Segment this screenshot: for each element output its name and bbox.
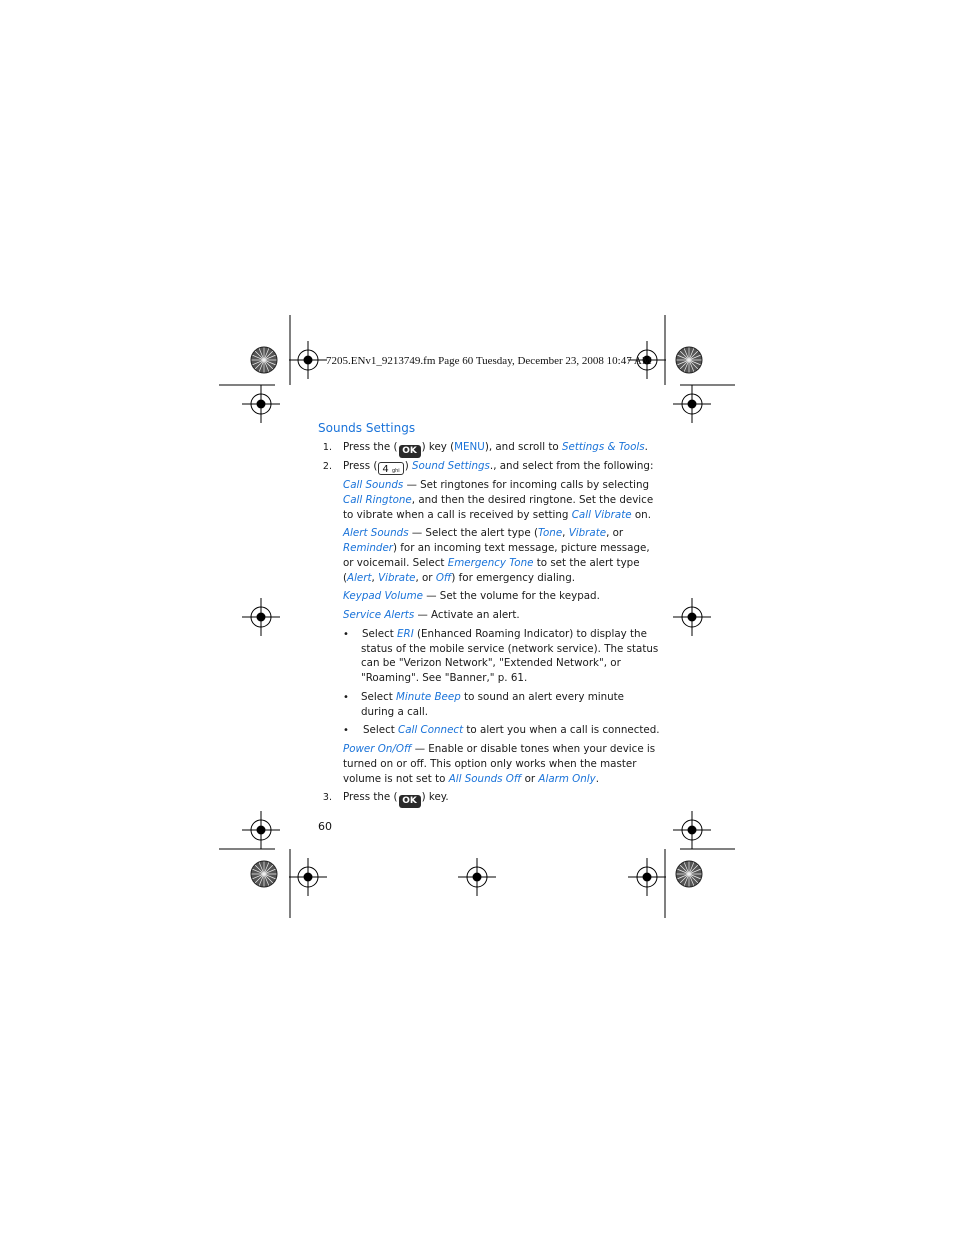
alert-sounds-line-3: or voicemail. Select Emergency Tone to set the alert type — [343, 557, 640, 569]
registration-mark-icon — [673, 811, 711, 849]
registration-mark-icon — [242, 598, 280, 636]
sound-settings-option: Sound Settings — [411, 460, 490, 472]
step-number: 1. — [322, 442, 332, 453]
call-connect-option: Call Connect — [398, 724, 464, 736]
service-alerts-option: Service Alerts — [343, 609, 415, 621]
eri-line-1: Select ERI (Enhanced Roaming Indicator) to display the — [362, 628, 647, 640]
step-number: 3. — [322, 792, 332, 803]
section-title: Sounds Settings — [318, 421, 416, 435]
registration-mark-icon — [242, 385, 280, 423]
settings-tools-option: Settings & Tools — [561, 441, 645, 453]
minute-beep-option: Minute Beep — [396, 691, 461, 703]
step-1: Press the ( OK ) key (MENU), and scroll to Settings & Tools. — [343, 441, 648, 456]
call-sounds-option: Call Sounds — [343, 479, 404, 491]
eri-line-2: status of the mobile service (network service). The status — [361, 643, 659, 655]
power-onoff-line-2: turned on or off. This option only works when the master — [343, 758, 637, 770]
registration-mark-icon — [289, 858, 327, 896]
keypad-volume-option: Keypad Volume — [343, 590, 423, 602]
call-connect-line: Select Call Connect to alert you when a call is connected. — [363, 724, 660, 736]
call-sounds-line-2: Call Ringtone, and then the desired ringtone. Set the device — [343, 494, 654, 506]
ok-key-icon: OK — [399, 445, 421, 458]
step-2: Press ( 4 ghi ) Sound Settings., and select from the following: — [343, 460, 654, 475]
key-4-icon: 4 ghi — [378, 462, 403, 475]
alert-sounds-line-4: (Alert, Vibrate, or Off) for emergency dialing. — [343, 572, 576, 584]
step-number: 2. — [322, 461, 332, 472]
keypad-volume-line: Keypad Volume — Set the volume for the keypad. — [343, 590, 600, 602]
service-alerts-line: Service Alerts — Activate an alert. — [343, 609, 520, 621]
registration-mark-icon — [458, 858, 496, 896]
call-sounds-line-3: to vibrate when a call is received by setting Call Vibrate on. — [343, 509, 651, 521]
star-target-icon — [676, 861, 702, 887]
registration-mark-icon — [289, 341, 327, 379]
page-number: 60 — [318, 820, 332, 833]
alert-sounds-line-2: Reminder) for an incoming text message, picture message, — [343, 542, 650, 554]
power-onoff-option: Power On/Off — [343, 743, 412, 755]
eri-line-4: "Roaming". See "Banner," p. 61. — [361, 672, 528, 684]
star-target-icon — [251, 861, 277, 887]
minute-beep-line-2: during a call. — [361, 706, 429, 718]
star-target-icon — [251, 347, 277, 373]
alert-sounds-line-1: Alert Sounds — Select the alert type (Tone, Vibrate, or — [343, 527, 624, 539]
bullet-icon: • — [343, 629, 349, 640]
registration-mark-icon — [242, 811, 280, 849]
star-target-icon — [676, 347, 702, 373]
ok-key-icon: OK — [399, 795, 421, 808]
minute-beep-line-1: Select Minute Beep to sound an alert every minute — [361, 691, 625, 703]
power-onoff-line-1: Power On/Off — Enable or disable tones when your device is — [343, 743, 656, 755]
eri-line-3: can be "Verizon Network", "Extended Network", or — [361, 657, 621, 669]
registration-mark-icon — [628, 858, 666, 896]
step-3: Press the ( OK ) key. — [343, 791, 449, 806]
bullet-icon: • — [343, 692, 349, 703]
call-sounds-line-1: Call Sounds — Set ringtones for incoming calls by selecting — [343, 479, 650, 491]
power-onoff-line-3: volume is not set to All Sounds Off or Alarm Only. — [343, 773, 600, 785]
alert-sounds-option: Alert Sounds — [343, 527, 409, 539]
eri-option: ERI — [397, 628, 414, 640]
menu-label: MENU — [454, 441, 485, 453]
file-header: 7205.ENv1_9213749.fm Page 60 Tuesday, December 23, 2008 10:47 AM — [326, 355, 652, 367]
registration-mark-icon — [673, 598, 711, 636]
registration-mark-icon — [673, 385, 711, 423]
bullet-icon: • — [343, 725, 349, 736]
